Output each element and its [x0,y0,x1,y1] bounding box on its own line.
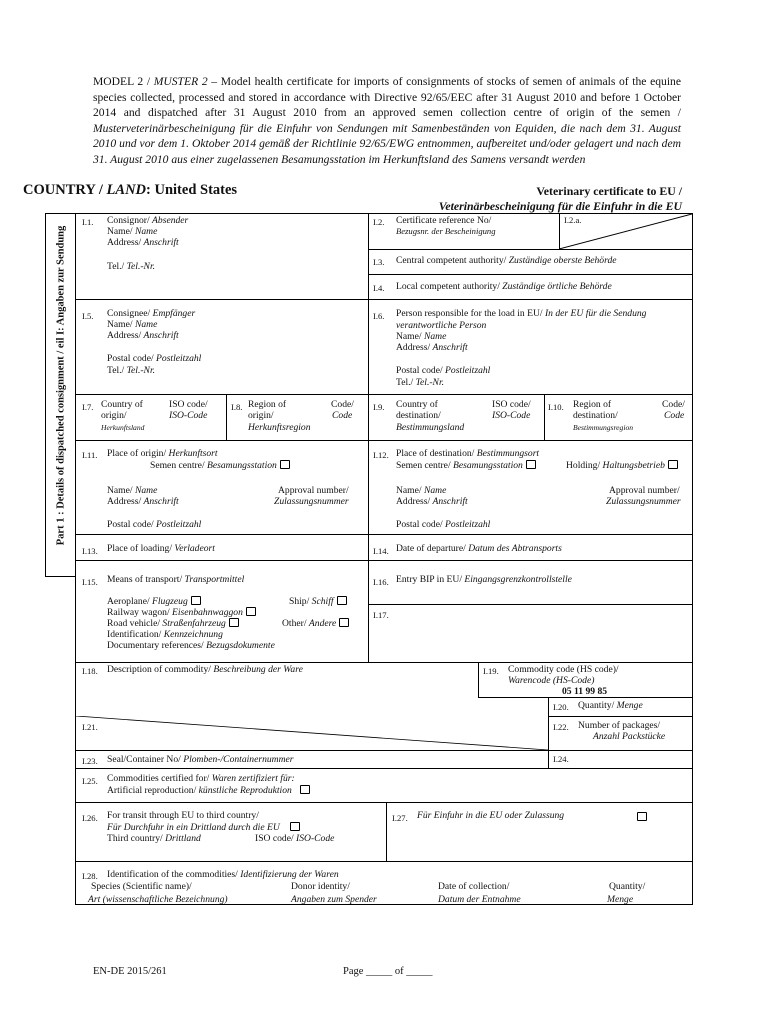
i12-semen-centre: Semen centre/ Besamungsstation [396,460,536,471]
i7-country: Country of [101,399,143,410]
i3-number: I.3. [373,257,385,267]
i14-number: I.14. [373,546,389,556]
i16-number: I.16. [373,577,389,587]
i2-cert-ref: Certificate reference No/ [396,215,492,226]
i23-number: I.23. [82,756,98,766]
i26-transit: For transit through EU to third country/ [107,810,259,821]
i8-number: I.8. [231,402,243,412]
i13-number: I.13. [82,546,98,556]
i11-approval: Approval number/ [278,485,349,496]
i12-name: Name/ Name [396,485,447,496]
i15-documentary: Documentary references/ Bezugsdokumente [107,640,275,651]
i15-aeroplane: Aeroplane/ Flugzeug [107,596,201,607]
i25-artificial-reproduction: Artificial reproduction/ künstliche Reproduktion [107,785,310,796]
i11-semen-centre: Semen centre/ Besamungsstation [150,460,290,471]
part1-side-panel [45,213,76,577]
i4-local-authority: Local competent authority/ Zuständige örtliche Behörde [396,281,612,292]
i5-postal: Postal code/ Postleitzahl [107,353,202,364]
i28-quantity-de: Menge [607,894,634,905]
i20-quantity: Quantity/ Menge [578,700,643,711]
i6-number: I.6. [373,311,385,321]
title-en: – Model health certificate for imports of consignments of stocks of semen of animals of the equine species collected, processed and stored in accordance with Directive 92/65/EEC after 31 August 2010 and before 1 October 2014 and dispatched after 31 August 2010 from an approved semen collection centre of origin of the semen / [93,75,681,120]
i11-semen-centre-checkbox[interactable] [280,460,290,469]
i8-code: Code/ [331,399,354,410]
i7-origin-de: Herkunftsland [101,423,145,432]
i27-checkbox[interactable] [637,812,647,821]
i15-aeroplane-checkbox[interactable] [191,596,201,605]
i27-import: Für Einfuhr in die EU oder Zulassung [417,810,565,821]
country-value: : United States [146,182,238,198]
i12-approval: Approval number/ [609,485,680,496]
i1-address: Address/ Anschrift [107,237,179,248]
i5-consignee: Consignee/ Empfänger [107,308,196,319]
country-heading [23,182,237,199]
i5-tel: Tel./ Tel.-Nr. [107,365,156,376]
footer-code: EN-DE 2015/261 [93,966,167,977]
i9-number: I.9. [373,402,385,412]
i8-origin: origin/ [248,410,274,421]
i26-checkbox[interactable] [290,822,300,831]
i1-consignor: Consignor/ Absender [107,215,189,226]
i15-ship-checkbox[interactable] [337,596,347,605]
i28-number: I.28. [82,871,98,881]
i28-quantity: Quantity/ [609,881,646,892]
i26-third-country: Third country/ Drittland [107,833,201,844]
i26-transit-de: Für Durchfuhr in ein Drittland durch die EU [107,822,300,833]
i12-number: I.12. [373,450,389,460]
model-label: MODEL 2 / [93,75,154,88]
i7-iso-de: ISO-Code [169,410,208,421]
footer-page-number: Page _____ of _____ [343,966,433,977]
i12-postal: Postal code/ Postleitzahl [396,519,491,530]
i15-railway-checkbox[interactable] [246,607,256,616]
i26-iso: ISO code/ ISO-Code [255,833,335,844]
i26-number: I.26. [82,813,98,823]
i13-place-loading: Place of loading/ Verladeort [107,543,215,554]
i19-commodity-code-de: Warencode (HS-Code) [508,675,595,686]
i8-origin-de: Herkunftsregion [248,422,311,433]
i28-donor-de: Angaben zum Spender [291,894,377,905]
i11-place-origin: Place of origin/ Herkunftsort [107,448,218,459]
i12-holding-checkbox[interactable] [668,460,678,469]
i15-railway: Railway wagon/ Eisenbahnwaggon [107,607,256,618]
i17-number: I.17. [373,610,389,620]
country-label: COUNTRY / [23,182,107,198]
i25-number: I.25. [82,776,98,786]
i15-means-transport: Means of transport/ Transportmittel [107,574,245,585]
vet-certificate-heading [439,184,682,213]
i5-address: Address/ Anschrift [107,330,179,341]
i23-seal-container: Seal/Container No/ Plomben-/Containernummer [107,754,294,765]
i11-address: Address/ Anschrift [107,496,179,507]
i18-description: Description of commodity/ Beschreibung der Ware [107,664,303,675]
i9-country: Country of [396,399,438,410]
i7-iso: ISO code/ [169,399,208,410]
i2a-number: I.2.a. [564,215,582,225]
i7-origin: origin/ [101,410,127,421]
i7-number: I.7. [82,402,94,412]
i6-address: Address/ Anschrift [396,342,468,353]
i27-number: I.27. [392,813,408,823]
i3-central-authority: Central competent authority/ Zuständige oberste Behörde [396,255,617,266]
i10-destination: destination/ [573,410,618,421]
i11-approval-de: Zulassungsnummer [274,496,349,507]
i28-species-de: Art (wissenschaftliche Bezeichnung) [88,894,228,905]
title-de: Musterveterinärbescheinigung für die Einfuhr von Sendungen mit Samenbeständen von Equiden, die nach dem 31. August 2010 und vor dem 1. Oktober 2014 gemäß der Richtlinie 92/65/EWG entnommen, aufbereitet und/oder gelagert und nach dem 31. August 2010 aus einer zugelassenen Besamungsstation im Herkunftsland des Samens versandt werden [93,121,681,166]
certificate-title [93,74,681,168]
i22-packages-de: Anzahl Packstücke [593,731,666,742]
i15-ship: Ship/ Schiff [289,596,347,607]
i15-other-checkbox[interactable] [339,618,349,627]
i19-hs-code-value: 05 11 99 85 [562,686,608,697]
i6-tel: Tel./ Tel.-Nr. [396,377,445,388]
i5-name: Name/ Name [107,319,158,330]
vet-heading-de: Veterinärbescheinigung für die Einfuhr in die EU [438,198,682,213]
i28-date-collection-de: Datum der Entnahme [438,894,521,905]
i18-number: I.18. [82,666,98,676]
i10-region: Region of [573,399,612,410]
i11-number: I.11. [82,450,98,460]
i15-number: I.15. [82,577,98,587]
i11-name: Name/ Name [107,485,158,496]
i22-number: I.22. [553,722,569,732]
i9-iso: ISO code/ [492,399,531,410]
i8-code-de: Code [332,410,353,421]
i10-code: Code/ [662,399,685,410]
i9-iso-de: ISO-Code [492,410,531,421]
i21-cross-out [76,716,548,750]
i12-semen-centre-checkbox[interactable] [526,460,536,469]
i1-tel: Tel./ Tel.-Nr. [107,261,156,272]
i12-place-destination: Place of destination/ Bestimmungsort [396,448,540,459]
i2-number: I.2. [373,217,385,227]
i19-number: I.19. [483,666,499,676]
i9-destination: destination/ [396,410,441,421]
i24-number: I.24. [553,754,569,764]
i2-cert-ref-de: Bezugsnr. der Bescheinigung [396,226,496,236]
i10-number: I.10. [548,402,564,412]
i15-other: Other/ Andere [282,618,349,629]
i8-region: Region of [248,399,287,410]
part1-side-label: Part 1 : Details of dispatched consignment / eil I: Angaben zur Sendung [55,225,67,546]
i28-donor: Donor identity/ [291,881,350,892]
i12-holding: Holding/ Haltungsbetrieb [566,460,678,471]
i6-name: Name/ Name [396,331,447,342]
i12-address: Address/ Anschrift [396,496,468,507]
certificate-form [75,213,693,905]
i25-certified-for: Commodities certified for/ Waren zertifiziert für: [107,773,295,784]
i10-destination-de: Bestimmungsregion [573,423,634,432]
model-label-de: MUSTER 2 [153,75,208,88]
i4-number: I.4. [373,283,385,293]
vet-heading-en: Veterinary certificate to EU / [536,184,682,198]
i20-number: I.20. [553,702,569,712]
i1-number: I.1. [82,217,94,227]
country-label-de: LAND [106,182,147,198]
i6-postal: Postal code/ Postleitzahl [396,365,491,376]
i5-number: I.5. [82,311,94,321]
i16-entry-bip: Entry BIP in EU/ Eingangsgrenzkontrollstelle [396,574,572,585]
i1-name: Name/ Name [107,226,158,237]
i14-date-departure: Date of departure/ Datum des Abtransports [396,543,562,554]
i6-responsible-de: verantwortliche Person [396,320,487,331]
i28-date-collection: Date of collection/ [438,881,510,892]
i19-commodity-code: Commodity code (HS code)/ [508,664,619,675]
i15-identification: Identification/ Kennzeichnung [107,629,223,640]
i10-code-de: Code [664,410,685,421]
i15-road: Road vehicle/ Straßenfahrzeug [107,618,239,629]
i28-species: Species (Scientific name)/ [91,881,192,892]
i15-road-checkbox[interactable] [229,618,239,627]
i22-packages: Number of packages/ [578,720,661,731]
i12-approval-de: Zulassungsnummer [606,496,681,507]
i9-destination-de: Bestimmungsland [396,422,465,433]
i6-responsible: Person responsible for the load in EU/ In der EU für die Sendung [396,308,647,319]
i28-identification: Identification of the commodities/ Identifizierung der Waren [107,869,339,880]
i21-number: I.21. [82,722,98,732]
i25-checkbox[interactable] [300,785,310,794]
i11-postal: Postal code/ Postleitzahl [107,519,202,530]
